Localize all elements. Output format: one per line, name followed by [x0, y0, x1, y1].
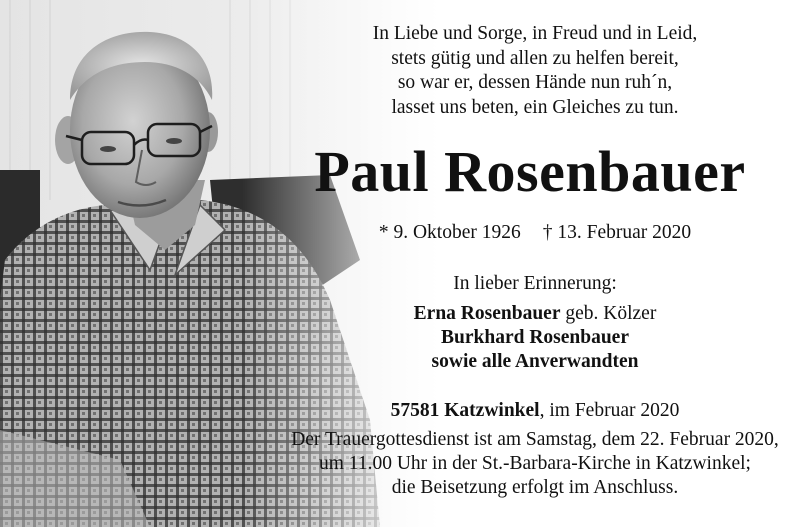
- poem-line: In Liebe und Sorge, in Freud und in Leid,: [372, 23, 698, 44]
- service-line: Der Trauergottesdienst ist am Samstag, dem 22. Februar 2020,: [291, 429, 779, 450]
- life-dates: [270, 221, 800, 245]
- birth-date: * 9. Oktober 1926: [378, 222, 521, 243]
- mourner-line: sowie alle Anverwandten: [431, 351, 639, 372]
- memorial-poem: [270, 22, 800, 120]
- mourner-name: Erna Rosenbauer: [413, 303, 561, 324]
- mourner-line: [270, 302, 800, 326]
- mourner-maiden-name: geb. Kölzer: [565, 303, 657, 324]
- service-line: die Beisetzung erfolgt im Anschluss.: [391, 477, 679, 498]
- mourner-line: Burkhard Rosenbauer: [441, 327, 629, 348]
- poem-line: so war er, dessen Hände nun ruh´n,: [397, 72, 673, 93]
- service-line: um 11.00 Uhr in der St.-Barbara-Kirche in Katzwinkel;: [319, 453, 751, 474]
- service-info: [270, 428, 800, 500]
- death-date: † 13. Februar 2020: [542, 222, 692, 243]
- memory-heading: In lieber Erinnerung:: [453, 273, 617, 294]
- poem-line: lasset uns beten, ein Gleiches zu tun.: [391, 96, 679, 118]
- text-column: [270, 0, 800, 527]
- place-date: [270, 399, 800, 423]
- place-suffix: , im Februar 2020: [539, 400, 680, 421]
- poem-line: stets gütig und allen zu helfen bereit,: [391, 47, 679, 69]
- deceased-name: Paul Rosenbauer: [314, 139, 746, 204]
- place-town: 57581 Katzwinkel: [390, 400, 540, 421]
- mourners-list: [270, 302, 800, 374]
